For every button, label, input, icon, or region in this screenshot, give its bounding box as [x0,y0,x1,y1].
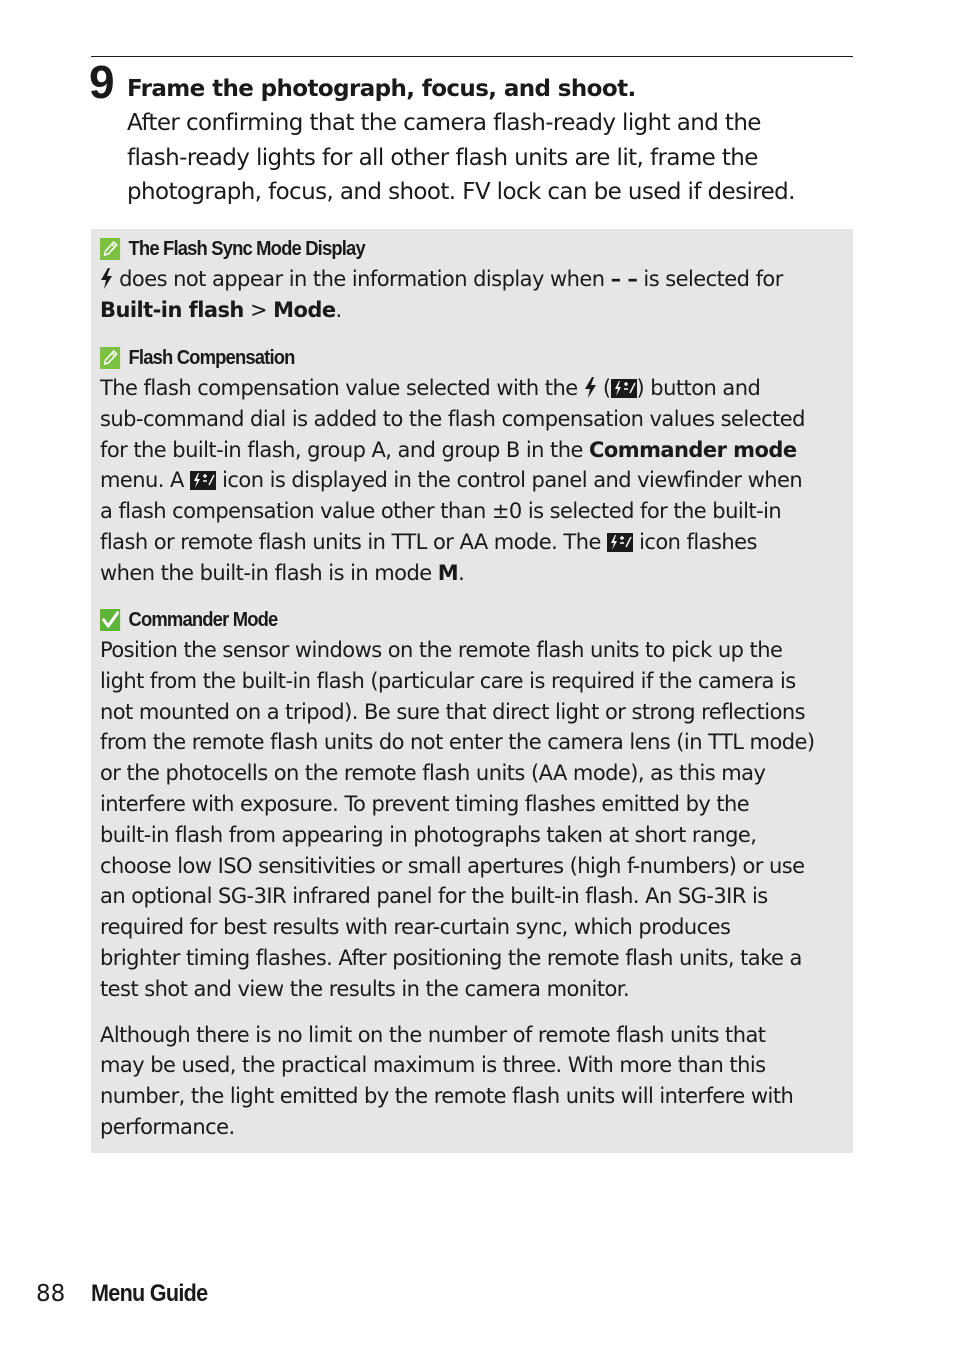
note-text: does not appear in the information display when – – is selected for Built-in flash > Mode. [100,267,783,322]
pencil-note-icon [100,238,120,260]
flash-icon [100,268,113,289]
check-icon [100,609,120,631]
flash-compensation-icon [607,533,633,552]
section-title: Menu Guide [91,1280,208,1307]
note-heading [100,234,728,264]
note-paragraph: Although there is no limit on the number of remote flash units that may be used, the practical maximum is three. With more than this number, the light emitted by the remote flash units will interfere with performance. [100,1022,794,1139]
menu-name: Commander mode [589,437,797,462]
page-number: 88 [36,1281,66,1307]
note-flash-sync [100,234,783,326]
step-line: photograph, focus, and shoot. FV lock can be used if desired. [127,179,795,205]
note-commander-mode [100,605,815,1143]
note-title: Commander Mode [128,608,278,631]
note-text: The flash compensation value selected with the ( ) button and sub-command dial is added to the flash compensation values selected for the built-in flash, group A, and group B in the Commander mode menu. A icon is displayed in the control panel and viewfinder when a flash compensation value other than ±0 is selected for the built-in flash or remote flash units in TTL or AA mode. The icon flashes when the built-in flash is in mode M. [100,376,805,585]
step-line: After confirming that the camera flash-ready light and the [127,110,761,136]
note-heading [100,343,749,373]
flash-compensation-icon [611,379,637,398]
step-line: flash-ready lights for all other flash units are lit, frame the [127,144,758,171]
step-number: 9 [89,56,115,108]
note-title: Flash Compensation [128,346,295,369]
step-title: Frame the photograph, focus, and shoot. [127,76,636,102]
pencil-note-icon [100,347,120,369]
step-body [127,106,867,210]
menu-item-name: Built-in flash [100,297,244,322]
note-flash-compensation [100,343,805,589]
menu-option-name: Mode [273,297,336,322]
note-paragraph: Position the sensor windows on the remote flash units to pick up the light from the built-in flash (particular care is required if the camera is not mounted on a tripod). Be sure that direct light or strong reflections from the remote flash units do not enter the camera lens (in TTL mode) or the photocells on the remote flash units (AA mode), as this may interfere with exposure. To prevent timing flashes emitted by the built-in flash from appearing in photographs taken at short range, choose low ISO sensitivities or small apertures (high f-numbers) or use an optional SG-3IR infrared panel for the built-in flash. An SG-3IR is required for best results with rear-curtain sync, which produces brighter timing flashes. After positioning the remote flash units, take a test shot and view the results in the camera monitor. [100,638,815,1001]
top-rule [91,56,853,57]
flash-compensation-icon [190,471,216,490]
flash-icon [584,377,597,398]
note-heading [100,605,757,635]
note-title: The Flash Sync Mode Display [128,237,365,260]
